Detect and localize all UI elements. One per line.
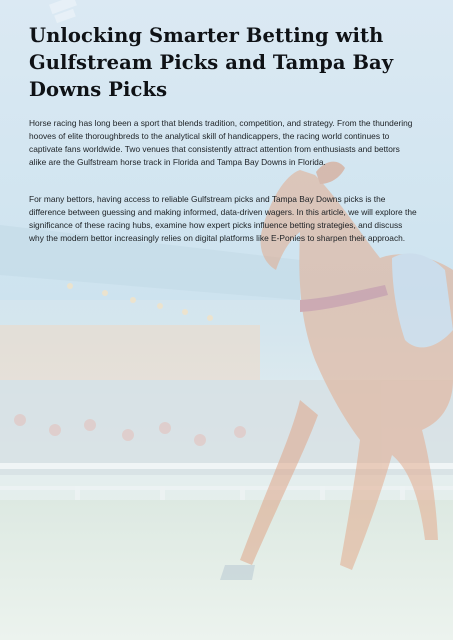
article-paragraph-picks: For many bettors, having access to reliable Gulfstream picks and Tampa Bay Downs picks is the difference between guessing and making informed, data-driven wagers. In this article, we will explore the significance of these racing hubs, examine how expert picks influence betting strategies, and discuss why the modern bettor increasingly relies on digital platforms like E-Ponies to sharpen their approach. (29, 194, 417, 244)
article-title: Unlocking Smarter Betting with Gulfstream Picks and Tampa Bay Downs Picks (29, 24, 394, 101)
article-paragraph-intro: Horse racing has long been a sport that blends tradition, competition, and strategy. From the thundering hooves of elite thoroughbreds to the analytical skill of handicappers, the racing world continues to captivate fans worldwide. Two venues that consistently attract attention from enthusiasts and bettors alike are the Gulfstream horse track in Florida and Tampa Bay Downs in Florida. (29, 118, 413, 168)
